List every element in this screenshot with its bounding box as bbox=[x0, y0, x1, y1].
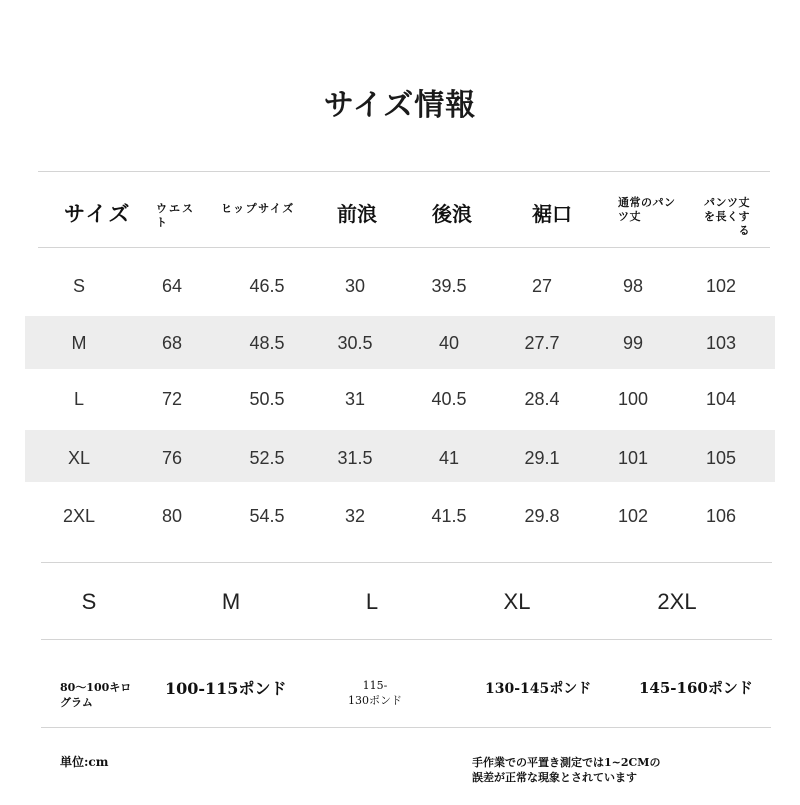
cell-regular-length: 99 bbox=[622, 333, 644, 353]
measurement-note-line2: 誤差が正常な現象とされています bbox=[472, 771, 637, 784]
header-size: サイズ bbox=[64, 201, 132, 226]
weight-size-s: S bbox=[81, 589, 97, 614]
divider bbox=[41, 639, 772, 640]
weight-value-s bbox=[60, 680, 131, 710]
cell-long-length: 103 bbox=[705, 333, 737, 353]
divider bbox=[38, 171, 770, 172]
cell-size: S bbox=[72, 276, 86, 296]
cell-waist: 72 bbox=[161, 389, 183, 409]
divider bbox=[41, 562, 772, 563]
weight-size-l: L bbox=[365, 589, 379, 614]
header-back-rise: 後浪 bbox=[432, 202, 472, 226]
cell-waist: 64 bbox=[161, 276, 183, 296]
cell-long-length: 102 bbox=[705, 276, 737, 296]
cell-back-rise: 41.5 bbox=[431, 506, 467, 526]
cell-back-rise: 40.5 bbox=[431, 389, 467, 409]
row-band-m bbox=[25, 316, 775, 369]
cell-hem: 27.7 bbox=[524, 333, 560, 353]
cell-front-rise: 30.5 bbox=[337, 333, 373, 353]
cell-hem: 28.4 bbox=[524, 389, 560, 409]
weight-value-s-line1: 80〜100キロ bbox=[60, 681, 132, 694]
cell-regular-length: 101 bbox=[617, 448, 649, 468]
weight-value-m: 100-115ポンド bbox=[165, 679, 287, 698]
page-title: サイズ情報 bbox=[323, 88, 477, 123]
cell-hip: 50.5 bbox=[249, 389, 285, 409]
cell-back-rise: 40 bbox=[438, 333, 460, 353]
cell-back-rise: 39.5 bbox=[431, 276, 467, 296]
cell-front-rise: 31 bbox=[344, 389, 366, 409]
divider bbox=[38, 247, 770, 248]
cell-regular-length: 98 bbox=[622, 276, 644, 296]
cell-hip: 52.5 bbox=[249, 448, 285, 468]
cell-long-length: 104 bbox=[705, 389, 737, 409]
weight-value-l bbox=[336, 678, 414, 708]
cell-long-length: 106 bbox=[705, 506, 737, 526]
cell-size: M bbox=[71, 333, 87, 353]
cell-back-rise: 41 bbox=[438, 448, 460, 468]
header-hip: ヒップサイズ bbox=[221, 202, 295, 215]
cell-hip: 54.5 bbox=[249, 506, 285, 526]
weight-size-m: M bbox=[221, 589, 241, 614]
cell-front-rise: 30 bbox=[344, 276, 366, 296]
cell-size: L bbox=[73, 389, 85, 409]
cell-front-rise: 32 bbox=[344, 506, 366, 526]
cell-waist: 68 bbox=[161, 333, 183, 353]
weight-value-l-line2: 130ポンド bbox=[348, 694, 402, 707]
row-band-xl bbox=[25, 430, 775, 482]
cell-long-length: 105 bbox=[705, 448, 737, 468]
weight-size-xl: XL bbox=[503, 589, 531, 614]
cell-waist: 76 bbox=[161, 448, 183, 468]
cell-front-rise: 31.5 bbox=[337, 448, 373, 468]
unit-label: 単位:cm bbox=[60, 755, 109, 769]
cell-hem: 29.8 bbox=[524, 506, 560, 526]
header-hem: 裾口 bbox=[532, 202, 572, 226]
header-front-rise: 前浪 bbox=[337, 202, 377, 226]
measurement-note-line1: 手作業での平置き測定では1~2CMの bbox=[472, 756, 661, 769]
cell-waist: 80 bbox=[161, 506, 183, 526]
cell-hip: 48.5 bbox=[249, 333, 285, 353]
header-regular-length: 通常のパンツ丈 bbox=[618, 196, 676, 223]
cell-hem: 27 bbox=[531, 276, 553, 296]
measurement-note bbox=[472, 755, 660, 785]
header-long-length: パンツ丈を長くする bbox=[704, 196, 750, 237]
cell-size: 2XL bbox=[62, 506, 96, 526]
weight-value-xl: 130-145ポンド bbox=[485, 681, 592, 697]
weight-value-l-line1: 115- bbox=[362, 679, 388, 692]
cell-hip: 46.5 bbox=[249, 276, 285, 296]
cell-regular-length: 102 bbox=[617, 506, 649, 526]
weight-size-2xl: 2XL bbox=[657, 589, 697, 614]
weight-value-2xl: 145-160ポンド bbox=[639, 679, 753, 697]
cell-regular-length: 100 bbox=[617, 389, 649, 409]
divider bbox=[41, 727, 771, 728]
header-waist: ウエスト bbox=[156, 202, 195, 229]
weight-value-s-line2: グラム bbox=[60, 696, 93, 709]
cell-size: XL bbox=[67, 448, 91, 468]
cell-hem: 29.1 bbox=[524, 448, 560, 468]
